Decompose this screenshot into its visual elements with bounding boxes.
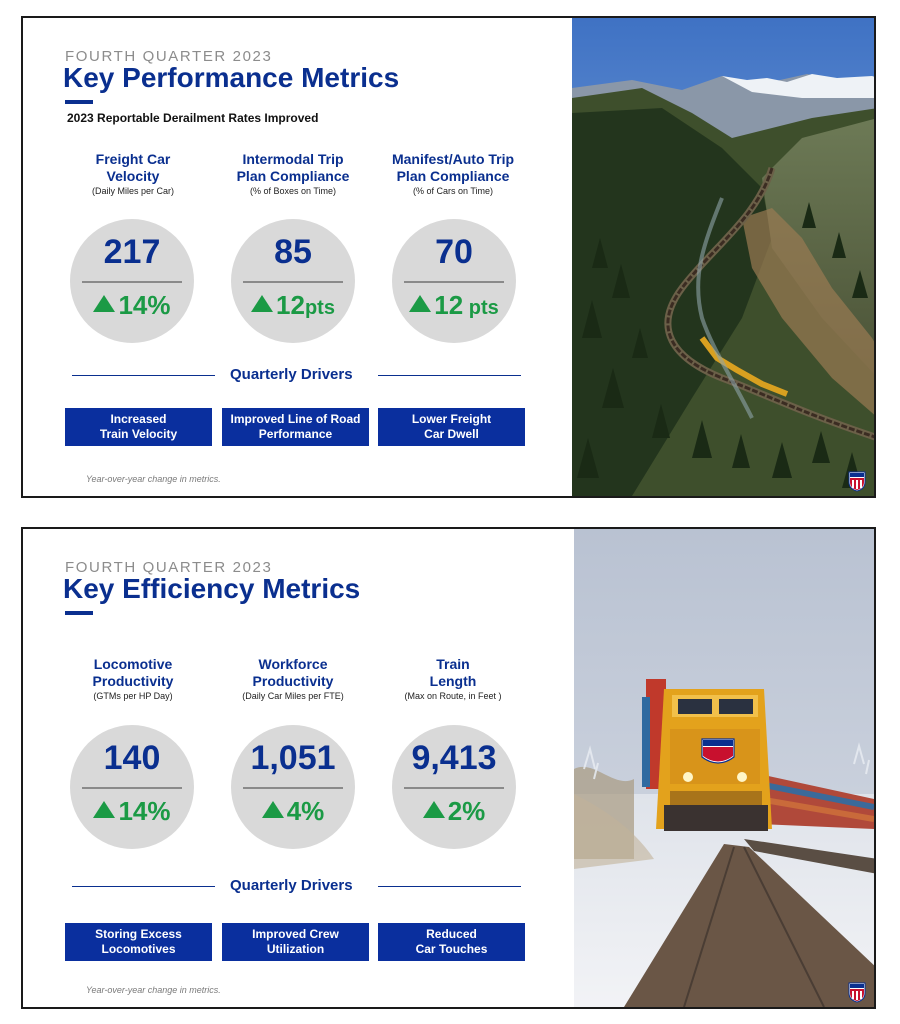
locomotive-snow-photo (574, 529, 876, 1007)
metric-name: Locomotive Productivity (92, 656, 174, 689)
up-triangle-icon (93, 801, 115, 818)
metric-heading-workforce-productivity (213, 656, 373, 701)
metric-name: Train Length (429, 656, 477, 689)
metric-name: Freight Car Velocity (95, 151, 171, 184)
circle-divider (243, 281, 343, 283)
drivers-divider-right (378, 375, 521, 376)
circle-divider (82, 787, 182, 789)
mountain-railway-photo (572, 18, 876, 496)
footnote: Year-over-year change in metrics. (86, 474, 221, 484)
metric-name: Workforce Productivity (252, 656, 334, 689)
slide-title: Key Efficiency Metrics (63, 573, 361, 604)
driver-lower-freight-car-dwell: Lower Freight Car Dwell (378, 408, 525, 446)
metric-unit: (% of Cars on Time) (412, 186, 494, 196)
drivers-heading: Quarterly Drivers (230, 366, 353, 383)
circle-divider (404, 787, 504, 789)
up-triangle-icon (423, 801, 445, 818)
driver-improved-crew-utilization: Improved Crew Utilization (222, 923, 369, 961)
slide-subtitle: 2023 Reportable Derailment Rates Improved (67, 111, 319, 125)
union-pacific-shield-logo (848, 470, 866, 492)
metric-change: 4% (231, 796, 355, 827)
slide-efficiency-metrics (21, 527, 876, 1009)
metric-circle (70, 725, 194, 849)
slide-performance-metrics (21, 16, 876, 498)
title-underline (65, 100, 93, 104)
drivers-divider-left (72, 375, 215, 376)
title-underline (65, 611, 93, 615)
metric-value: 70 (435, 233, 473, 271)
circle-divider (404, 281, 504, 283)
metric-circle (70, 219, 194, 343)
driver-increased-train-velocity: Increased Train Velocity (65, 408, 212, 446)
driver-reduced-car-touches: Reduced Car Touches (378, 923, 525, 961)
circle-divider (82, 281, 182, 283)
slide-kicker: FOURTH QUARTER 2023 (65, 559, 273, 576)
metric-unit: (Max on Route, in Feet ) (404, 691, 502, 701)
metric-value: 217 (103, 233, 161, 271)
driver-storing-excess-locomotives: Storing Excess Locomotives (65, 923, 212, 961)
drivers-divider-right (378, 886, 521, 887)
slide-title: Key Performance Metrics (63, 62, 400, 93)
metric-heading-freight-car-velocity (53, 151, 213, 196)
metric-change: 14% (70, 796, 194, 827)
metric-circle (231, 219, 355, 343)
metric-change: 14% (70, 290, 194, 321)
up-triangle-icon (262, 801, 284, 818)
metric-heading-train-length (373, 656, 533, 701)
metric-heading-locomotive-productivity (53, 656, 213, 701)
circle-divider (243, 787, 343, 789)
metric-circle (392, 725, 516, 849)
metric-heading-intermodal-trip (213, 151, 373, 196)
metric-value: 140 (103, 739, 161, 777)
drivers-heading: Quarterly Drivers (230, 877, 353, 894)
metric-change: 2% (392, 796, 516, 827)
up-triangle-icon (251, 295, 273, 312)
metric-value: 1,051 (250, 739, 336, 777)
metric-unit: (% of Boxes on Time) (249, 186, 337, 196)
metric-unit: (GTMs per HP Day) (93, 691, 173, 701)
metric-change: 12pts (231, 290, 355, 321)
metric-name: Manifest/Auto Trip Plan Compliance (391, 151, 515, 184)
metric-circle (392, 219, 516, 343)
drivers-divider-left (72, 886, 215, 887)
metric-heading-manifest-auto-trip (373, 151, 533, 196)
metric-unit: (Daily Miles per Car) (91, 186, 174, 196)
driver-improved-line-of-road: Improved Line of Road Performance (222, 408, 369, 446)
metric-name: Intermodal Trip Plan Compliance (236, 151, 350, 184)
metric-change: 12 pts (392, 290, 516, 321)
up-triangle-icon (409, 295, 431, 312)
metric-circle (231, 725, 355, 849)
slide-kicker: FOURTH QUARTER 2023 (65, 48, 273, 65)
up-triangle-icon (93, 295, 115, 312)
metric-value: 9,413 (411, 739, 497, 777)
union-pacific-shield-logo (848, 981, 866, 1003)
metric-unit: (Daily Car Miles per FTE) (242, 691, 344, 701)
metric-value: 85 (274, 233, 312, 271)
footnote: Year-over-year change in metrics. (86, 985, 221, 995)
